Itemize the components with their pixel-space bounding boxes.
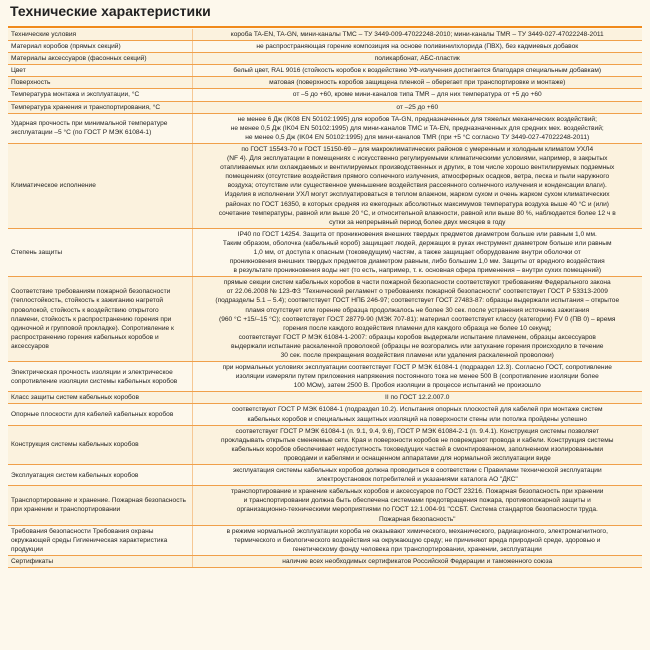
spec-value-line: соответствует ГОСТ Р МЭК 61084-1 (п. 9.1, 9.4, 9.6), ГОСТ Р МЭК 61084-2-1 (п. 9.4.1). Конструкция системы позволяет: [235, 427, 599, 435]
spec-key: [8, 404, 192, 425]
spec-key-text: Материал коробов (прямых секций): [11, 43, 121, 51]
spec-value-line: сочетание температуры, равной или выше 20 °С, и относительной влажности, равной или выше 80 %, наблюдается более 12 ч в: [218, 209, 616, 217]
spec-value: [192, 392, 642, 404]
spec-value: [192, 525, 642, 555]
spec-value-line: матовая (поверхность коробов защищена пленкой – оберегает при транспортировке и монтаже): [269, 79, 566, 87]
spec-key: [8, 425, 192, 464]
spec-row: [8, 53, 642, 65]
spec-row: [8, 143, 642, 228]
spec-key: [8, 555, 192, 567]
spec-value-line: горения после каждого воздействия пламени для каждого образца не более 10 секунд;: [283, 324, 552, 332]
spec-key: [8, 228, 192, 276]
spec-value-line: кабельных коробов обеспечивает недоступность токоведущих частей в смонтированном, заполненном изолированными: [231, 445, 604, 453]
spec-value: [192, 113, 642, 143]
spec-row: [8, 77, 642, 89]
title-underline: [8, 26, 642, 28]
spec-key-text: Электрическая прочность изоляции и электрическое сопротивление изоляции системы кабельных коробов: [11, 368, 178, 385]
spec-value-line: 1,0 мм, от доступа к опасным (токоведущим) частям, а также защищает оборудование внутри оболочки от: [253, 248, 581, 256]
spec-row: [8, 555, 642, 567]
spec-value-line: пламя отсутствует или горение образца продолжалось не более 30 сек. после устранения источника зажигания: [245, 306, 590, 314]
spec-value: [192, 228, 642, 276]
spec-value-line: сутки за непрерывный период более двух месяцев в году: [329, 218, 506, 226]
spec-value-line: поликарбонат, АБС-пластик: [374, 55, 460, 63]
spec-value-line: эксплуатация системы кабельных коробов должна проводиться в соответствии с Правилами технической эксплуатации: [232, 467, 602, 475]
spec-value-line: от 22.06.2008 № 123-ФЗ "Технический регламент о требованиях пожарной безопасности" соответствует ГОСТ Р 53313-2009: [226, 288, 608, 296]
spec-key-text: Соответствие требованиям пожарной безопасности (теплостойкость, стойкость к зажиганию нагретой проволокой, стойкость к воздействию открытого пламени, стойкость к распространению горения при одиночной и групповой прокладке). Сопротивление к распространению горения кабельных коробов и аксессуаров: [11, 288, 174, 350]
spec-value: [192, 555, 642, 567]
spec-key: [8, 65, 192, 77]
spec-row: [8, 486, 642, 525]
spec-row: [8, 362, 642, 392]
spec-value-line: прокладывать открытые сменяемые сети. Края и поверхности коробов не повреждают провода и кабели. Конструкция системы: [221, 436, 614, 444]
spec-value-line: по ГОСТ 15543-70 и ГОСТ 15150-69 – для макроклиматических районов с умеренным и холодным климатом УХЛ4: [241, 145, 594, 153]
spec-value: [192, 89, 642, 101]
spec-value-line: белый цвет, RAL 9016 (стойкость коробов к воздействию УФ-излучения достигается благодаря специальным добавкам): [233, 67, 602, 75]
spec-key-text: Климатическое исполнение: [11, 182, 96, 190]
spec-value-line: (подразделы 5.1 – 5.4); соответствует ГОСТ НПБ 246-97; соответствует ГОСТ 27483-87: образцы выдержали испытания – открытое: [215, 297, 620, 305]
spec-key: [8, 41, 192, 53]
spec-key-text: Технические условия: [11, 31, 77, 38]
spec-value: [192, 29, 642, 41]
spec-value: [192, 486, 642, 525]
spec-value: [192, 465, 642, 486]
spec-value-line: кабельных коробов и специальных защитных изоляций на поверхности стены или потолка пройдены успешно: [247, 415, 587, 423]
spec-value-line: помещениях (отсутствие воздействия прямого солнечного излучения, атмосферных осадков, ветра, песка и пыли наружного: [225, 173, 610, 181]
spec-key: [8, 486, 192, 525]
spec-value-line: Изделия в исполнении УХЛ могут эксплуатироваться в теплом влажном, жарком сухом и очень жарком сухом климатических: [224, 191, 610, 199]
spec-key: [8, 77, 192, 89]
spec-key-text: Температура хранения и транспортирования, °С: [11, 103, 161, 111]
spec-value-line: от –25 до +60: [396, 103, 439, 111]
spec-value-line: наличие всех необходимых сертификатов Российской Федерации и таможенного союза: [282, 557, 553, 565]
spec-key-text: Эксплуатация систем кабельных коробов: [11, 471, 139, 479]
spec-value-line: при нормальных условиях эксплуатации соответствует ГОСТ Р МЭК 61084-1 (подраздел 12.3). Согласно ГОСТ, сопротивление: [222, 364, 612, 372]
spec-key: [8, 525, 192, 555]
spec-value-line: воздуха; отсутствие или существенное уменьшение воздействия рассеянного солнечного излучения и конденсации влаги).: [227, 182, 607, 190]
spec-value-line: II по ГОСТ 12.2.007.0: [385, 394, 450, 402]
spec-value-line: Таким образом, оболочка (кабельный короб) защищает людей, держащих в руках инструмент диаметром больше или равным: [222, 239, 612, 247]
spec-value: [192, 404, 642, 425]
spec-key: [8, 465, 192, 486]
spec-value-line: 100 МОм), затем 2500 В. Пробоя изоляции в процессе испытаний не произошло: [293, 382, 541, 390]
spec-value-line: не менее 0,5 Дж (IK04 EN 50102:1995) для мини-каналов TMR (при +5 °С согласно ТУ 3449-027-47022248-2011): [245, 133, 590, 141]
spec-row: [8, 101, 642, 113]
spec-key-text: Конструкция системы кабельных коробов: [11, 441, 139, 449]
spec-row: [8, 228, 642, 276]
spec-value-line: организационно-техническими мероприятиями по ГОСТ 12.1.004-91 "ССБТ. Система стандартов безопасности труда.: [236, 506, 598, 514]
spec-value-line: прямые секции систем кабельных коробов в части пожарной безопасности соответствуют требованиям Федерального закона: [223, 279, 611, 287]
spec-key: [8, 53, 192, 65]
spec-value-line: и транспортировании должна быть обеспечена системами предотвращения пожара, противопожарной защиты и: [243, 497, 591, 505]
spec-value-line: не распространяющая горение композиция на основе поливинилхлорида (ПВХ), без кадмиевых добавок: [256, 43, 579, 51]
spec-value: [192, 77, 642, 89]
spec-value-line: соответствуют ГОСТ Р МЭК 61084-1 (подраздел 10.2). Испытания опорных плоскостей для кабелей при монтаже систем: [231, 406, 603, 414]
spec-row: [8, 392, 642, 404]
spec-row: [8, 41, 642, 53]
spec-key: [8, 277, 192, 362]
spec-key: [8, 113, 192, 143]
spec-value-line: Пожарная безопасность": [378, 515, 456, 523]
spec-key: [8, 89, 192, 101]
spec-key-text: Сертификаты: [11, 557, 54, 565]
spec-value-line: отапливаемых или охлаждаемых и вентилируемых производственных и других, в том числе хорошо вентилируемых подземных: [220, 164, 615, 172]
spec-value-line: 30 сек. после прекращения воздействия пламени или удаления раскаленной проволоки): [280, 352, 554, 359]
spec-value-line: проводами и кабелями и оснащенном аппаратами для нормальной эксплуатации виде: [283, 454, 551, 462]
spec-table-body: [8, 29, 642, 567]
spec-value-line: электроустановок потребителей и указаниями каталога АО "ДКС": [316, 476, 518, 484]
spec-key-text: Поверхность: [11, 79, 51, 87]
spec-value-line: соответствует ГОСТ Р МЭК 61084-1-2007: образцы коробов выдержали испытание пламенем, образцы аксессуаров: [238, 333, 596, 341]
spec-value-line: в режиме нормальной эксплуатации короба не оказывают химического, механического, радиационного, электромагнитного,: [226, 527, 608, 535]
spec-key-text: Температура монтажа и эксплуатации, °С: [11, 91, 140, 99]
spec-row: [8, 465, 642, 486]
spec-key-text: Опорные плоскости для кабелей кабельных коробов: [11, 411, 174, 419]
spec-value-line: (NF 4). Для эксплуатации в помещениях с искусственно регулируемыми климатическими условиями, например, в закрытых: [227, 155, 608, 163]
spec-key-text: Материалы аксессуаров (фасонных секций): [11, 55, 147, 63]
spec-value-line: IP40 по ГОСТ 14254. Защита от проникновения внешних твердых предметов диаметром больше или равным 1,0 мм.: [237, 230, 597, 238]
spec-value-line: генетическому фонду человека при транспортировании, хранении, эксплуатации: [292, 545, 542, 553]
spec-key-text: Класс защиты систем кабельных коробов: [11, 394, 139, 402]
spec-value-line: не менее 6 Дж (IK08 EN 50102:1995) для коробов TA-GN, предназначенных для тяжелых механических воздействий;: [237, 115, 597, 123]
spec-value: [192, 65, 642, 77]
spec-key-text: Транспортирование и хранение. Пожарная безопасность при хранении и транспортировании: [11, 497, 186, 514]
spec-value: [192, 362, 642, 392]
spec-key: [8, 143, 192, 228]
spec-value: [192, 425, 642, 464]
spec-key: [8, 392, 192, 404]
spec-row: [8, 29, 642, 41]
spec-row: [8, 89, 642, 101]
spec-value-line: не менее 0,5 Дж (IK04 EN 50102:1995) для мини-каналов ТМС и TA-EN, предназначенных для средних мех. воздействий;: [230, 124, 604, 132]
spec-value-line: в результате проникновения воды нет (то есть, например, т. к. основная сфера применения – внутри сухих помещений): [233, 267, 602, 275]
spec-value: [192, 277, 642, 362]
spec-value: [192, 53, 642, 65]
spec-key: [8, 101, 192, 113]
spec-value: [192, 41, 642, 53]
spec-row: [8, 425, 642, 464]
spec-key-text: Ударная прочность при минимальной температуре эксплуатации –5 °С (по ГОСТ Р МЭК 61084-1): [11, 120, 168, 137]
spec-value-line: (960 °С +15/–15 °С); соответствует ГОСТ 28779-90 (МЭК 707-81): материал соответствует классу (категории) FV 0 (ПВ 0) – время: [219, 315, 616, 323]
spec-value-line: проникновения внешних твердых предметов диаметром равным, либо большим 1,0 мм. Защиты от вредного воздействия: [229, 258, 605, 266]
spec-key: [8, 362, 192, 392]
spec-row: [8, 65, 642, 77]
spec-value-line: от –5 до +60, кроме мини-каналов типа TMR – для них температура от +5 до +60: [292, 91, 542, 99]
spec-key-text: Требования безопасности Требования охраны окружающей среды Гигиеническая характеристика продукции: [11, 527, 168, 553]
spec-table: [8, 29, 642, 568]
spec-key: [8, 29, 192, 41]
spec-value: [192, 143, 642, 228]
spec-row: [8, 113, 642, 143]
spec-row: [8, 277, 642, 362]
spec-value-line: районах по ГОСТ 16350, в которых средняя из ежегодных абсолютных максимумов температура воздуха выше 40 °С и (или): [225, 200, 609, 208]
spec-row: [8, 525, 642, 555]
spec-value-line: короба TA-EN, TA-GN, мини-каналы ТМС – ТУ 3449-009-47022248-2010; мини-каналы TMR – ТУ 3449-027-47022248-2011: [230, 31, 604, 38]
spec-value: [192, 101, 642, 113]
spec-value-line: термического и биологического воздействия на окружающую среду; не причиняют вреда природной среде, здоровью и: [234, 536, 601, 544]
spec-value-line: транспортирование и хранение кабельных коробов и аксессуаров по ГОСТ 23216. Пожарная безопасность при хранении: [231, 488, 604, 496]
spec-key-text: Степень защиты: [11, 248, 63, 256]
spec-value-line: выдержали испытание раскаленной проволокой (образцы не возгорались или затухание горения происходило в течение: [231, 342, 604, 350]
spec-row: [8, 404, 642, 425]
spec-key-text: Цвет: [11, 67, 26, 75]
spec-value-line: изоляции измеряли путем приложения напряжения постоянного тока не менее 500 В (сопротивление изоляции более: [235, 373, 599, 381]
page-title: Технические характеристики: [10, 3, 211, 19]
